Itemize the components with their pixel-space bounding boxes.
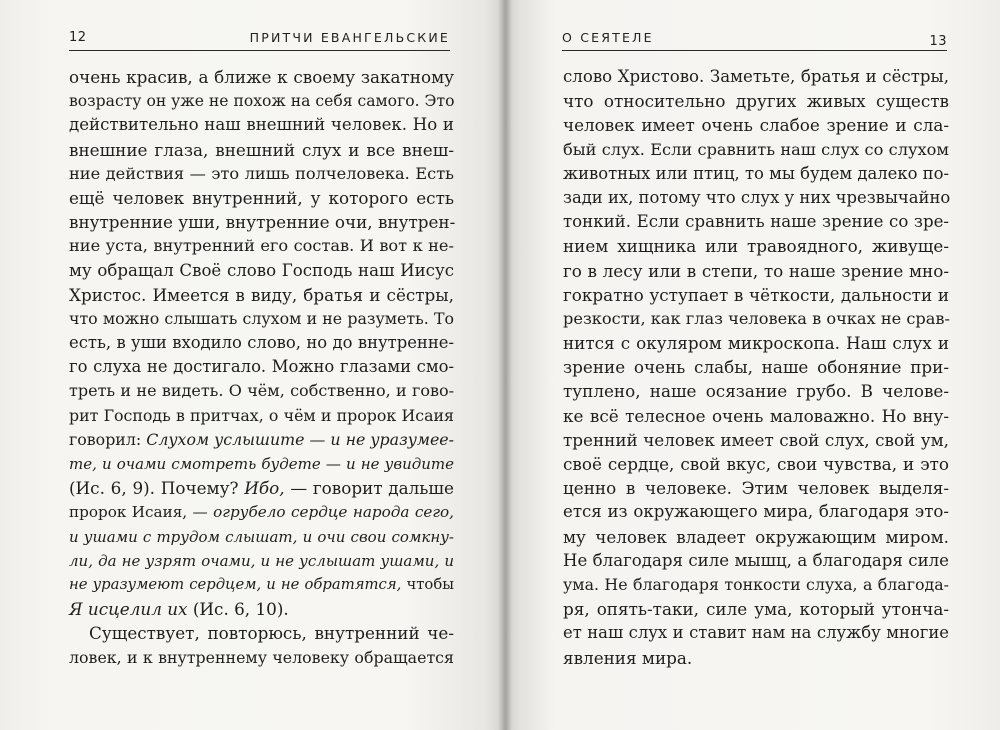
book-gutter-shadow [498,0,512,730]
text-line: Существует, повторюсь, внутренний че- [89,623,454,644]
text-fragment: пророк Исаия, — [69,503,208,522]
text-fragment: чтобы [406,575,454,593]
text-line: го в лесу или в степи, то наше зрение мно- [563,260,949,281]
text-line: тонкий. Если сравнить наше зрение со зре- [563,212,949,232]
right-page-header [562,30,947,51]
text-line: ещё человек внутренний, у которого есть [69,187,454,208]
text-line: ценно в человеке. Этим человек выделя- [563,478,949,499]
quote-fragment: не уразумеют сердцем, и не обратятся, [69,575,402,593]
left-page-text [69,65,454,670]
right-running-title: О СЕЯТЕЛЕ [562,30,654,45]
text-line: ние уста, внутренний его состав. И вот к не- [69,236,454,256]
text-line: нится с окуляром микроскопа. Наш слух и [563,333,949,354]
left-running-title: ПРИТЧИ ЕВАНГЕЛЬСКИЕ [249,30,450,45]
text-line: ума. Не благодаря тонкости слуха, а благода- [563,574,949,594]
text-line: своё сердце, свой вкус, свои чувства, и это [563,454,949,474]
text-line: слово Христово. Заметьте, братья и сёстры, [563,67,949,86]
text-line: явления мира. [563,647,693,668]
right-page [505,0,1000,730]
text-line: что можно слышать слухом и не разуметь. То [69,308,454,328]
text-line: внутренние уши, внутренние очи, внутрен- [69,212,456,233]
text-line: возрасту он уже не похож на себя самого. Это [69,92,455,111]
text-line [69,500,454,524]
text-line: бый слух. Если сравнить наш слух со слухом [563,139,949,159]
text-line: ет наш слух и ставит нам на службу многие [563,623,949,643]
text-line: рит Господь в притчах, о чём и пророк Исаия [69,405,454,425]
text-line: го слуха не достигало. Можно глазами смо- [69,357,454,377]
text-line: человек имеет очень слабое зрение и сла- [563,115,949,136]
text-line: ние действия — это лишь полчеловека. Есть [69,163,454,183]
text-line: му человек владеет окружающим миром. [563,526,949,547]
text-line: внешние глаза, внешний слух и все внеш- [69,139,454,160]
text-line: му обращал Своё слово Господь наш Иисус [69,260,454,280]
quote-fragment: Я исцелил их [69,599,188,620]
text-line: Не благодаря силе мышц, а благодаря силе [563,550,949,570]
quote-line: ли, да не узрят очами, и не услышат ушами, и [69,551,454,570]
quote-line: те, и очами смотреть будете — и не увидите [69,455,454,473]
text-line: ке всё телесное очень маловажно. Но вну- [563,405,949,426]
left-page-number: 12 [69,30,87,45]
text-line: зрение очень слабы, наше обоняние при- [563,357,949,378]
text-line: ловек, и к внутреннему человеку обращается [69,647,454,667]
text-line [69,597,454,621]
text-fragment: (Ис. 6, 10). [192,599,289,620]
text-line: очень красив, а ближе к своему закатному [69,67,454,87]
text-line: что относительно других живых существ [563,91,949,112]
text-fragment: — говорит дальше [290,478,454,499]
right-page-number: 13 [929,34,947,49]
text-line: резкости, как глаз человека в очках не срав- [563,308,950,328]
text-line: гократно уступает в чёткости, дальности и [563,284,949,305]
quote-line: и ушами с трудом слышат, и очи свои сомкну- [69,527,454,546]
text-line: нием хищника или травоядного, живуще- [563,236,949,257]
text-line [69,428,454,452]
text-line: зади их, потому что слух у них чрезвычайно [563,187,951,207]
text-line [69,573,454,597]
text-line: треть и не видеть. О чём, собственно, и гово- [69,381,454,401]
text-line: есть, в уши входило слово, но до внутренне- [69,333,454,353]
text-line: ря, опять-таки, силе ума, который утонча- [563,599,949,620]
quote-fragment: огрубело сердце народа сего, [213,503,454,522]
text-line: действительно наш внешний человек. Но и [69,115,454,135]
text-line: туплено, наше осязание грубо. В челове- [563,381,949,402]
quote-fragment: Ибо, [244,478,285,499]
right-page-text [563,65,949,670]
text-line [69,476,454,500]
text-line: животных или птиц, то мы будем далеко по- [563,163,949,183]
text-line: Христос. Имеется в виду, братья и сёстры, [69,284,454,305]
text-fragment: говорил: [69,429,142,449]
quote-fragment: Слухом услышите — и не уразумее- [146,429,454,449]
left-page-header [69,30,450,51]
text-line: ется из окружающего мира, благодаря это- [563,502,949,522]
text-fragment: (Ис. 6, 9). Почему? [69,478,239,499]
text-line: тренний человек имеет свой слух, свой ум, [563,429,949,450]
